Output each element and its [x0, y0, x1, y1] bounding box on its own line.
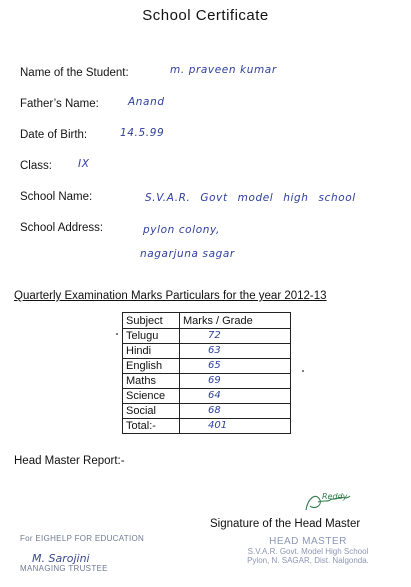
student-name-label: Name of the Student: — [20, 67, 129, 79]
subject-cell: Hindi — [123, 344, 180, 359]
subject-column-header: Subject — [123, 313, 180, 329]
school-address-line-2: nagarjuna sagar — [140, 248, 235, 260]
total-mark-cell: 401 — [180, 419, 291, 434]
mark-cell: 65 — [180, 359, 291, 374]
head-master-report-label: Head Master Report:- — [14, 455, 125, 467]
subject-cell: Social — [123, 404, 180, 419]
marks-column-header: Marks / Grade — [180, 313, 291, 329]
class-label: Class: — [20, 160, 52, 172]
school-address-label: School Address: — [20, 222, 104, 234]
school-name-value: S.V.A.R. Govt model high school — [145, 192, 356, 204]
dob-value: 14.5.99 — [120, 127, 165, 139]
total-row — [123, 419, 291, 434]
subject-cell: Maths — [123, 374, 180, 389]
school-name-label: School Name: — [20, 191, 93, 203]
marks-heading: Quarterly Examination Marks Particulars for the year 2012-13 — [14, 290, 327, 302]
head-master-signature — [302, 488, 362, 518]
ink-dot — [302, 370, 304, 372]
subject-cell: Telugu — [123, 329, 180, 344]
trustee-role: MANAGING TRUSTEE — [20, 564, 108, 573]
signature-label: Signature of the Head Master — [210, 518, 361, 530]
subject-cell: English — [123, 359, 180, 374]
school-address-line-1: pylon colony, — [143, 224, 220, 236]
trustee-signature: M. Sarojini — [32, 552, 90, 565]
stamp-title: HEAD MASTER — [269, 536, 347, 547]
father-name-label: Father’s Name: — [20, 98, 99, 110]
table-row — [123, 374, 291, 389]
dob-label: Date of Birth: — [20, 129, 88, 141]
subject-cell: Science — [123, 389, 180, 404]
mark-cell: 69 — [180, 374, 291, 389]
certificate-title: School Certificate — [142, 7, 269, 24]
mark-cell: 68 — [180, 404, 291, 419]
father-name-value: Anand — [128, 96, 165, 108]
table-row — [123, 359, 291, 374]
table-row — [123, 389, 291, 404]
ink-dot — [116, 333, 118, 335]
signature-scribble-text: Reddy — [322, 492, 348, 501]
stamp-address-line: Pylon, N. SAGAR, Dist. Nalgonda. — [247, 556, 369, 565]
stamp-school-line: S.V.A.R. Govt. Model High School — [247, 547, 369, 556]
table-row — [123, 329, 291, 344]
trustee-org: For EIGHELP FOR EDUCATION — [20, 534, 145, 543]
head-master-stamp — [218, 536, 398, 565]
marks-table — [122, 312, 291, 434]
marks-table-header-row — [123, 313, 291, 329]
class-value: IX — [78, 158, 90, 170]
trustee-stamp — [20, 534, 180, 573]
mark-cell: 63 — [180, 344, 291, 359]
mark-cell: 64 — [180, 389, 291, 404]
table-row — [123, 344, 291, 359]
student-name-value: m. praveen kumar — [170, 64, 277, 76]
table-row — [123, 404, 291, 419]
mark-cell: 72 — [180, 329, 291, 344]
total-label-cell: Total:- — [123, 419, 180, 434]
